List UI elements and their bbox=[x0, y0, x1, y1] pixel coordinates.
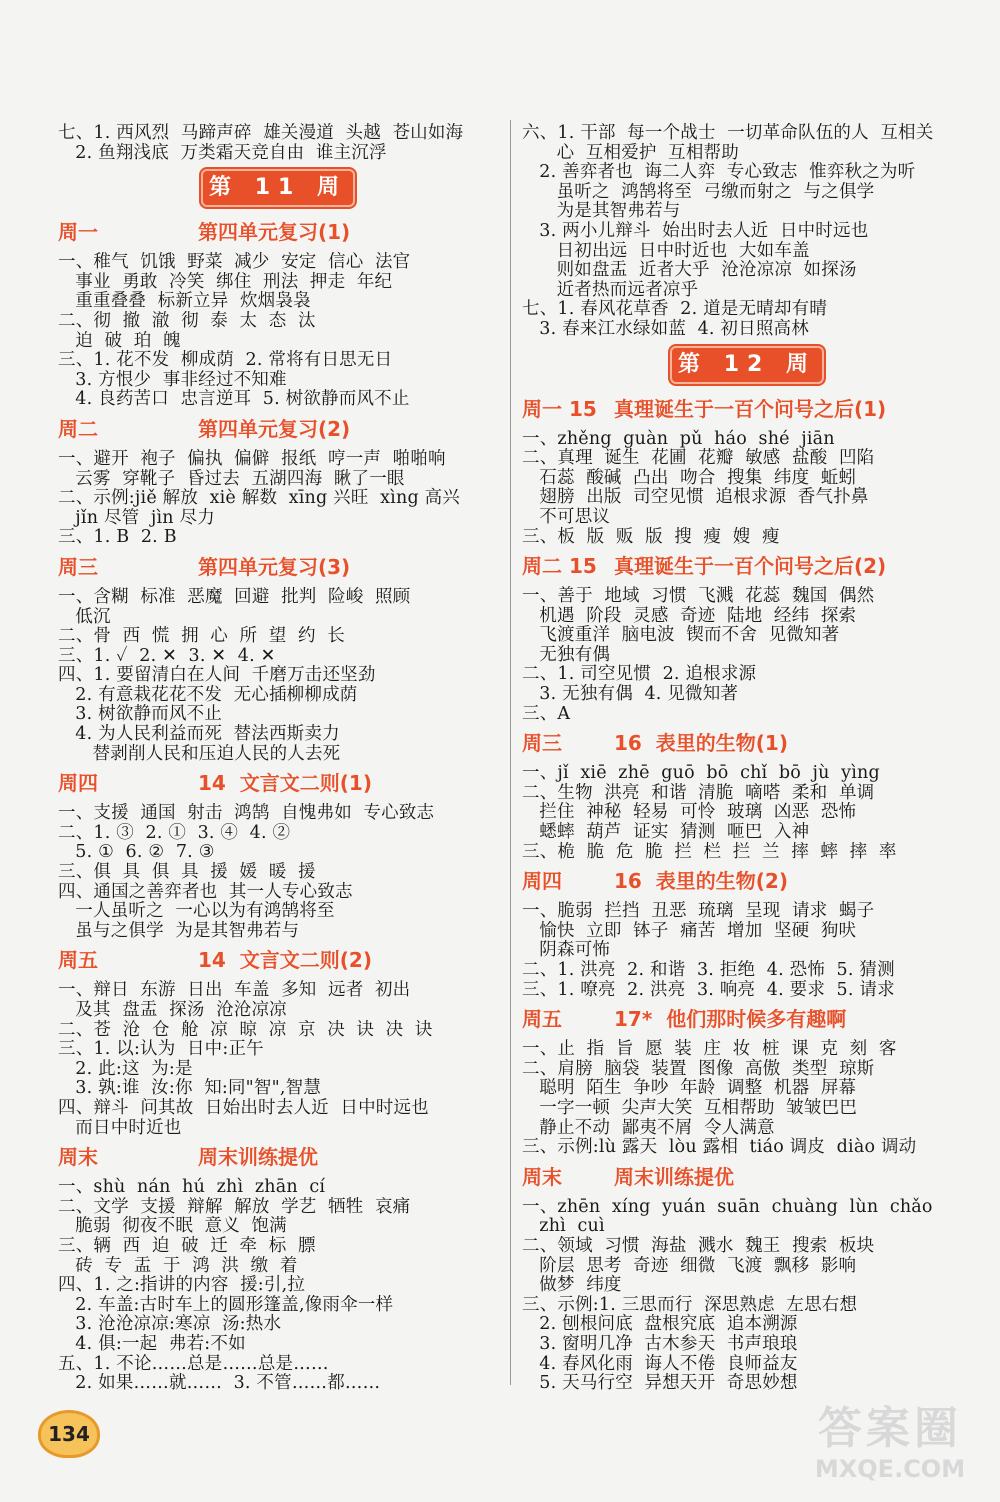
answer-line: 4. 良药苦口 忠言逆耳 5. 树欲静而风不止 bbox=[58, 389, 410, 410]
answer-line: 一、止 指 旨 愿 装 庄 妆 桩 课 克 刻 客 bbox=[522, 1039, 897, 1060]
answer-line: 3. 无独有偶 4. 见微知著 bbox=[522, 684, 739, 705]
answer-line: 3. 春来江水绿如蓝 4. 初日照高林 bbox=[522, 318, 809, 339]
day-header bbox=[522, 866, 972, 896]
answer-line: 一、zhěng guàn pǔ háo shé jiān bbox=[522, 428, 835, 449]
answer-line: 三、辆 西 迫 破 迁 牵 标 膘 bbox=[58, 1235, 316, 1256]
section-title: 周末训练提优 bbox=[614, 1164, 734, 1189]
answer-line: 2. 此:这 为:是 bbox=[58, 1058, 193, 1079]
page-number: 134 bbox=[38, 1410, 100, 1458]
answer-line: 3. 两小儿辩斗 始出时去人近 日中时远也 bbox=[522, 220, 869, 241]
answer-line: 5. ① 6. ② 7. ③ bbox=[58, 842, 215, 863]
answer-line: 2. 车盖:古时车上的圆形篷盖,像雨伞一样 bbox=[58, 1294, 394, 1315]
answer-line: 翅膀 出版 司空见惯 追根求源 香气扑鼻 bbox=[522, 487, 869, 508]
watermark-url: MXQE.COM bbox=[814, 1455, 966, 1483]
section-title: 14 文言文二则(2) bbox=[198, 948, 372, 973]
answer-line: 二、1. ③ 2. ① 3. ④ 4. ② bbox=[58, 822, 291, 843]
section-title: 第四单元复习(3) bbox=[198, 554, 351, 579]
day-header bbox=[522, 1004, 972, 1034]
answer-line: 2. 有意栽花花不发 无心插柳柳成荫 bbox=[58, 684, 358, 705]
answer-line: 3. 树欲静而风不止 bbox=[58, 704, 223, 725]
answer-line: 迫 破 珀 魄 bbox=[58, 330, 181, 351]
answer-line: 低沉 bbox=[58, 606, 111, 627]
day-label: 周五 bbox=[522, 1007, 562, 1032]
day-header bbox=[58, 217, 498, 247]
answer-line: 二、苍 沧 仓 舱 凉 晾 凉 京 决 诀 决 诀 bbox=[58, 1019, 433, 1040]
answer-line: 二、1. 司空见惯 2. 追根求源 bbox=[522, 664, 757, 685]
answer-line: 重重叠叠 标新立异 炊烟袅袅 bbox=[58, 291, 311, 312]
answer-line: 日初出远 日中时近也 大如车盖 bbox=[522, 240, 810, 261]
section-title: 真理诞生于一百个问号之后(2) bbox=[614, 554, 887, 579]
day-header bbox=[522, 551, 972, 581]
watermark-logo bbox=[790, 1404, 990, 1494]
answer-line: 近者热而远者凉乎 bbox=[522, 279, 699, 300]
day-header bbox=[522, 1162, 972, 1192]
answer-line: 静止不动 鄙夷不屑 令人满意 bbox=[522, 1117, 775, 1138]
answer-line: 二、生物 洪亮 和谐 清脆 嘀嗒 柔和 单调 bbox=[522, 782, 875, 803]
answer-line: 拦住 神秘 轻易 可怜 玻璃 凶恶 恐怖 bbox=[522, 802, 857, 823]
answer-line: 无独有偶 bbox=[522, 644, 611, 665]
day-header bbox=[58, 414, 498, 444]
answer-line: 云雾 穿靴子 昏过去 五湖四海 瞅了一眼 bbox=[58, 468, 405, 489]
answer-line: 2. 如果……就…… 3. 不管……都…… bbox=[58, 1373, 381, 1394]
answer-line: 2. 刨根问底 盘根究底 追本溯源 bbox=[522, 1314, 798, 1335]
answer-line: 一、稚气 饥饿 野菜 减少 安定 信心 法官 bbox=[58, 252, 411, 273]
answer-line: 做梦 纬度 bbox=[522, 1275, 622, 1296]
section-title: 14 文言文二则(1) bbox=[198, 771, 372, 796]
answer-line: 替剥削人民和压迫人民的人去死 bbox=[58, 743, 341, 764]
answer-line: 4. 俱:一起 弗若:不如 bbox=[58, 1333, 246, 1354]
answer-line: 而日中时近也 bbox=[58, 1117, 182, 1138]
section-title: 第四单元复习(2) bbox=[198, 416, 351, 441]
answer-line: 二、彻 撤 澈 彻 泰 太 态 汰 bbox=[58, 310, 316, 331]
answer-line: jǐn 尽管 jìn 尽力 bbox=[58, 507, 215, 528]
answer-line: 一、shù nán hú zhì zhān cí bbox=[58, 1177, 326, 1198]
day-label: 周末 bbox=[522, 1164, 562, 1189]
answer-line: 五、1. 不论……总是……总是…… bbox=[58, 1353, 329, 1374]
day-header bbox=[58, 552, 498, 582]
answer-line: 愉快 立即 钵子 痛苦 增加 坚硬 狗吠 bbox=[522, 920, 857, 941]
section-title: 真理诞生于一百个问号之后(1) bbox=[614, 396, 887, 421]
day-header bbox=[58, 945, 498, 975]
day-label: 周三 bbox=[522, 731, 562, 756]
answer-line: 四、通国之善弈者也 其一人专心致志 bbox=[58, 881, 353, 902]
answer-line: 阴森可怖 bbox=[522, 940, 611, 961]
answer-line: 阶层 思考 奇迹 细微 飞渡 飘移 影响 bbox=[522, 1255, 857, 1276]
answer-line: 一、含糊 标准 恶魔 回避 批判 险峻 照顾 bbox=[58, 586, 411, 607]
answer-line: 三、板 版 贩 版 搜 瘦 嫂 瘦 bbox=[522, 526, 780, 547]
answer-line: 及其 盘盂 探汤 沧沧凉凉 bbox=[58, 1000, 287, 1020]
answer-line: 七、1. 春风花草香 2. 道是无晴却有晴 bbox=[522, 299, 828, 320]
day-label: 周末 bbox=[58, 1145, 98, 1170]
answer-line: 四、1. 之:指讲的内容 援:引,拉 bbox=[58, 1275, 306, 1296]
answer-line: 三、1. 嘹亮 2. 洪亮 3. 响亮 4. 要求 5. 请求 bbox=[522, 979, 895, 1000]
answer-line: 三、1. ✓ 2. ✕ 3. ✕ 4. ✕ bbox=[58, 645, 276, 666]
week-banner: 第 12 周 bbox=[670, 346, 824, 384]
answer-line: 三、示例:lù 露天 lòu 露相 tiáo 调皮 diào 调动 bbox=[522, 1137, 917, 1158]
answer-line: 三、1. B 2. B bbox=[58, 527, 177, 548]
answer-line: 3. 窗明几净 古木参天 书声琅琅 bbox=[522, 1333, 798, 1354]
answer-line: 一、支援 通国 射击 鸿鹄 自愧弗如 专心致志 bbox=[58, 803, 435, 824]
answer-line: 不可思议 bbox=[522, 506, 611, 527]
answer-line: 虽与之俱学 为是其智弗若与 bbox=[58, 920, 300, 941]
answer-line: 则如盘盂 近者大乎 沧沧凉凉 如探汤 bbox=[522, 260, 857, 281]
day-header bbox=[522, 728, 972, 758]
answer-line: 三、俱 具 俱 具 援 媛 暖 援 bbox=[58, 862, 316, 883]
answer-line: 事业 勇敢 冷笑 绑住 刑法 押走 年纪 bbox=[58, 271, 393, 292]
answer-line: 三、1. 花不发 柳成荫 2. 常将有日思无日 bbox=[58, 350, 393, 371]
watermark-logo-text: 答案圈 bbox=[818, 1403, 962, 1454]
answer-line: 三、1. 以:认为 日中:正午 bbox=[58, 1039, 264, 1060]
answer-line: 石蕊 酸碱 凸出 吻合 搜集 纬度 蚯蚓 bbox=[522, 467, 857, 488]
answer-line: 四、辩斗 问其故 日始出时去人近 日中时远也 bbox=[58, 1097, 429, 1118]
section-title: 第四单元复习(1) bbox=[198, 220, 351, 245]
answer-line: 飞渡重洋 脑电波 锲而不舍 见微知著 bbox=[522, 625, 840, 646]
answer-line: 二、骨 西 慌 拥 心 所 望 约 长 bbox=[58, 626, 345, 647]
section-title: 16 表里的生物(2) bbox=[614, 869, 788, 894]
answer-line: 聪明 陌生 争吵 年龄 调整 机器 屏幕 bbox=[522, 1078, 857, 1099]
day-header bbox=[522, 394, 972, 424]
answer-line: 一人虽听之 一心以为有鸿鹄将至 bbox=[58, 901, 335, 922]
answer-line: 二、肩膀 脑袋 装置 图像 高傲 类型 琼斯 bbox=[522, 1058, 875, 1079]
answer-line: 一、善于 地域 习惯 飞溅 花蕊 魏国 偶然 bbox=[522, 586, 875, 607]
answer-line: 虽听之 鸿鹄将至 弓缴而射之 与之俱学 bbox=[522, 181, 875, 202]
right-column bbox=[522, 124, 972, 1394]
answer-line: 二、领域 习惯 海盐 溅水 魏王 搜索 板块 bbox=[522, 1235, 875, 1256]
day-label: 周四 bbox=[58, 771, 98, 796]
answer-line: 六、1. 干部 每一个战士 一切革命队伍的人 互相关 bbox=[522, 123, 934, 143]
answer-line: 4. 为人民利益而死 替法西斯卖力 bbox=[58, 724, 340, 745]
answer-line: 3. 孰:谁 汝:你 知:同"智",智慧 bbox=[58, 1078, 322, 1099]
answer-line: 2. 鱼翔浅底 万类霜天竞自由 谁主沉浮 bbox=[58, 142, 387, 163]
answer-line: 一、zhēn xíng yuán suān chuàng lùn chǎo bbox=[522, 1196, 933, 1217]
answer-line: 4. 春风化雨 诲人不倦 良师益友 bbox=[522, 1353, 798, 1374]
answer-line: zhì cuì bbox=[522, 1216, 605, 1237]
answer-line: 为是其智弗若与 bbox=[522, 201, 681, 222]
answer-line: 砖 专 盂 于 鸿 洪 缴 着 bbox=[58, 1255, 298, 1276]
answer-line: 四、1. 要留清白在人间 千磨万击还坚劲 bbox=[58, 665, 376, 686]
day-label: 周一 15 bbox=[522, 396, 597, 421]
answer-line: 三、A bbox=[522, 703, 571, 724]
section-title: 17* 他们那时候多有趣啊 bbox=[614, 1007, 847, 1032]
answer-line: 一、避开 袍子 偏执 偏僻 报纸 哼一声 啪啪响 bbox=[58, 448, 446, 469]
day-label: 周二 15 bbox=[522, 554, 597, 579]
answer-line: 三、示例:1. 三思而行 深思熟虑 左思右想 bbox=[522, 1294, 858, 1315]
section-title: 周末训练提优 bbox=[198, 1145, 318, 1170]
day-label: 周四 bbox=[522, 869, 562, 894]
column-divider bbox=[510, 120, 511, 1385]
day-label: 周二 bbox=[58, 416, 98, 441]
answer-line: 5. 天马行空 异想天开 奇思妙想 bbox=[522, 1373, 798, 1394]
answer-line: 一、jǐ xiē zhē guō bō chǐ bō jù yìng bbox=[522, 763, 880, 784]
answer-line: 一字一顿 尖声大笑 互相帮助 皱皱巴巴 bbox=[522, 1097, 858, 1118]
week-banner: 第 11 周 bbox=[201, 169, 355, 207]
answer-line: 心 互相爱护 互相帮助 bbox=[522, 142, 739, 163]
answer-line: 3. 沧沧凉凉:寒凉 汤:热水 bbox=[58, 1314, 282, 1335]
section-title: 16 表里的生物(1) bbox=[614, 731, 788, 756]
day-label: 周一 bbox=[58, 220, 98, 245]
answer-line: 蟋蟀 葫芦 证实 猜测 咂巴 入神 bbox=[522, 822, 810, 843]
day-label: 周三 bbox=[58, 554, 98, 579]
answer-line: 一、辩日 东游 日出 车盖 多知 远者 初出 bbox=[58, 980, 411, 1001]
left-column bbox=[58, 124, 498, 1394]
day-label: 周五 bbox=[58, 948, 98, 973]
day-header bbox=[58, 768, 498, 798]
answer-line: 3. 方恨少 事非经过不知难 bbox=[58, 369, 287, 390]
answer-line: 二、示例:jiě 解放 xiè 解数 xīng 兴旺 xìng 高兴 bbox=[58, 488, 461, 509]
answer-line: 二、文学 支援 辩解 解放 学艺 牺牲 哀痛 bbox=[58, 1196, 411, 1217]
answer-line: 2. 善弈者也 诲二人弈 专心致志 惟弈秋之为听 bbox=[522, 162, 916, 183]
answer-line: 脆弱 彻夜不眠 意义 饱满 bbox=[58, 1216, 287, 1237]
answer-line: 机遇 阶段 灵感 奇迹 陆地 经纬 探索 bbox=[522, 605, 857, 626]
answer-line: 一、脆弱 拦挡 丑恶 琉璃 呈现 请求 蝎子 bbox=[522, 901, 875, 922]
answer-line: 二、1. 洪亮 2. 和谐 3. 拒绝 4. 恐怖 5. 猜测 bbox=[522, 960, 895, 980]
answer-line: 三、桅 脆 危 脆 拦 栏 拦 兰 摔 蟀 摔 率 bbox=[522, 841, 897, 862]
answer-line: 七、1. 西风烈 马蹄声碎 雄关漫道 头越 苍山如海 bbox=[58, 123, 464, 143]
day-header bbox=[58, 1142, 498, 1172]
answer-line: 二、真理 诞生 花圃 花瓣 敏感 盐酸 凹陷 bbox=[522, 448, 875, 469]
